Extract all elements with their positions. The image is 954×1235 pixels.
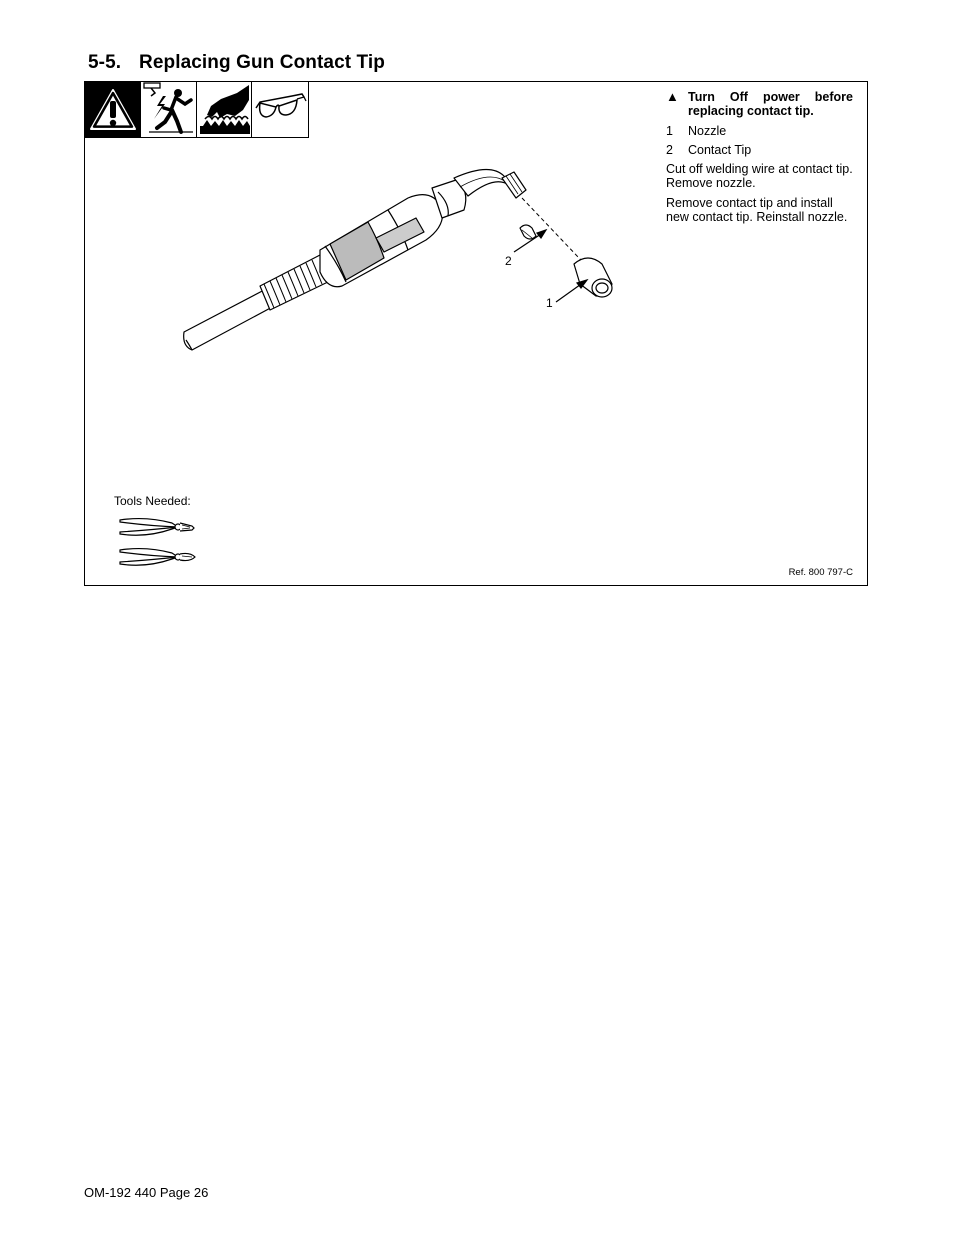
section-number: 5-5.: [88, 52, 122, 73]
tools-needed-label: Tools Needed:: [114, 494, 191, 508]
warning-statement: [666, 90, 853, 118]
list-item: [666, 124, 853, 138]
item-label: Contact Tip: [688, 143, 752, 157]
warning-text: Turn Off power before replacing contact tip.: [688, 90, 853, 118]
section-heading: [88, 52, 385, 74]
safety-glasses-icon: [252, 82, 308, 137]
hot-parts-burn-icon: [197, 82, 253, 137]
section-title: Replacing Gun Contact Tip: [139, 52, 385, 73]
needle-nose-pliers-icon: [120, 549, 195, 566]
instruction-step: Cut off welding wire at contact tip. Remove nozzle.: [666, 162, 853, 190]
page-footer: OM-192 440 Page 26: [84, 1185, 209, 1200]
warning-triangle-icon: [85, 82, 141, 137]
item-label: Nozzle: [688, 124, 727, 138]
tools-icons: [116, 514, 200, 576]
list-item: [666, 143, 853, 157]
item-number: 2: [666, 143, 673, 157]
callout-contact-tip: 2: [505, 254, 512, 268]
wire-cutter-icon: [120, 519, 194, 536]
warning-triangle-icon: ▲: [666, 89, 679, 104]
safety-icon-strip: [84, 81, 309, 138]
reference-number: Ref. 800 797-C: [788, 567, 853, 578]
instruction-step: Remove contact tip and install new contact tip. Reinstall nozzle.: [666, 196, 848, 224]
item-number: 1: [666, 124, 673, 138]
callout-nozzle: 1: [546, 296, 553, 310]
instruction-panel: [666, 90, 853, 230]
welding-gun-illustration: [170, 160, 630, 365]
electric-shock-icon: [141, 82, 197, 137]
